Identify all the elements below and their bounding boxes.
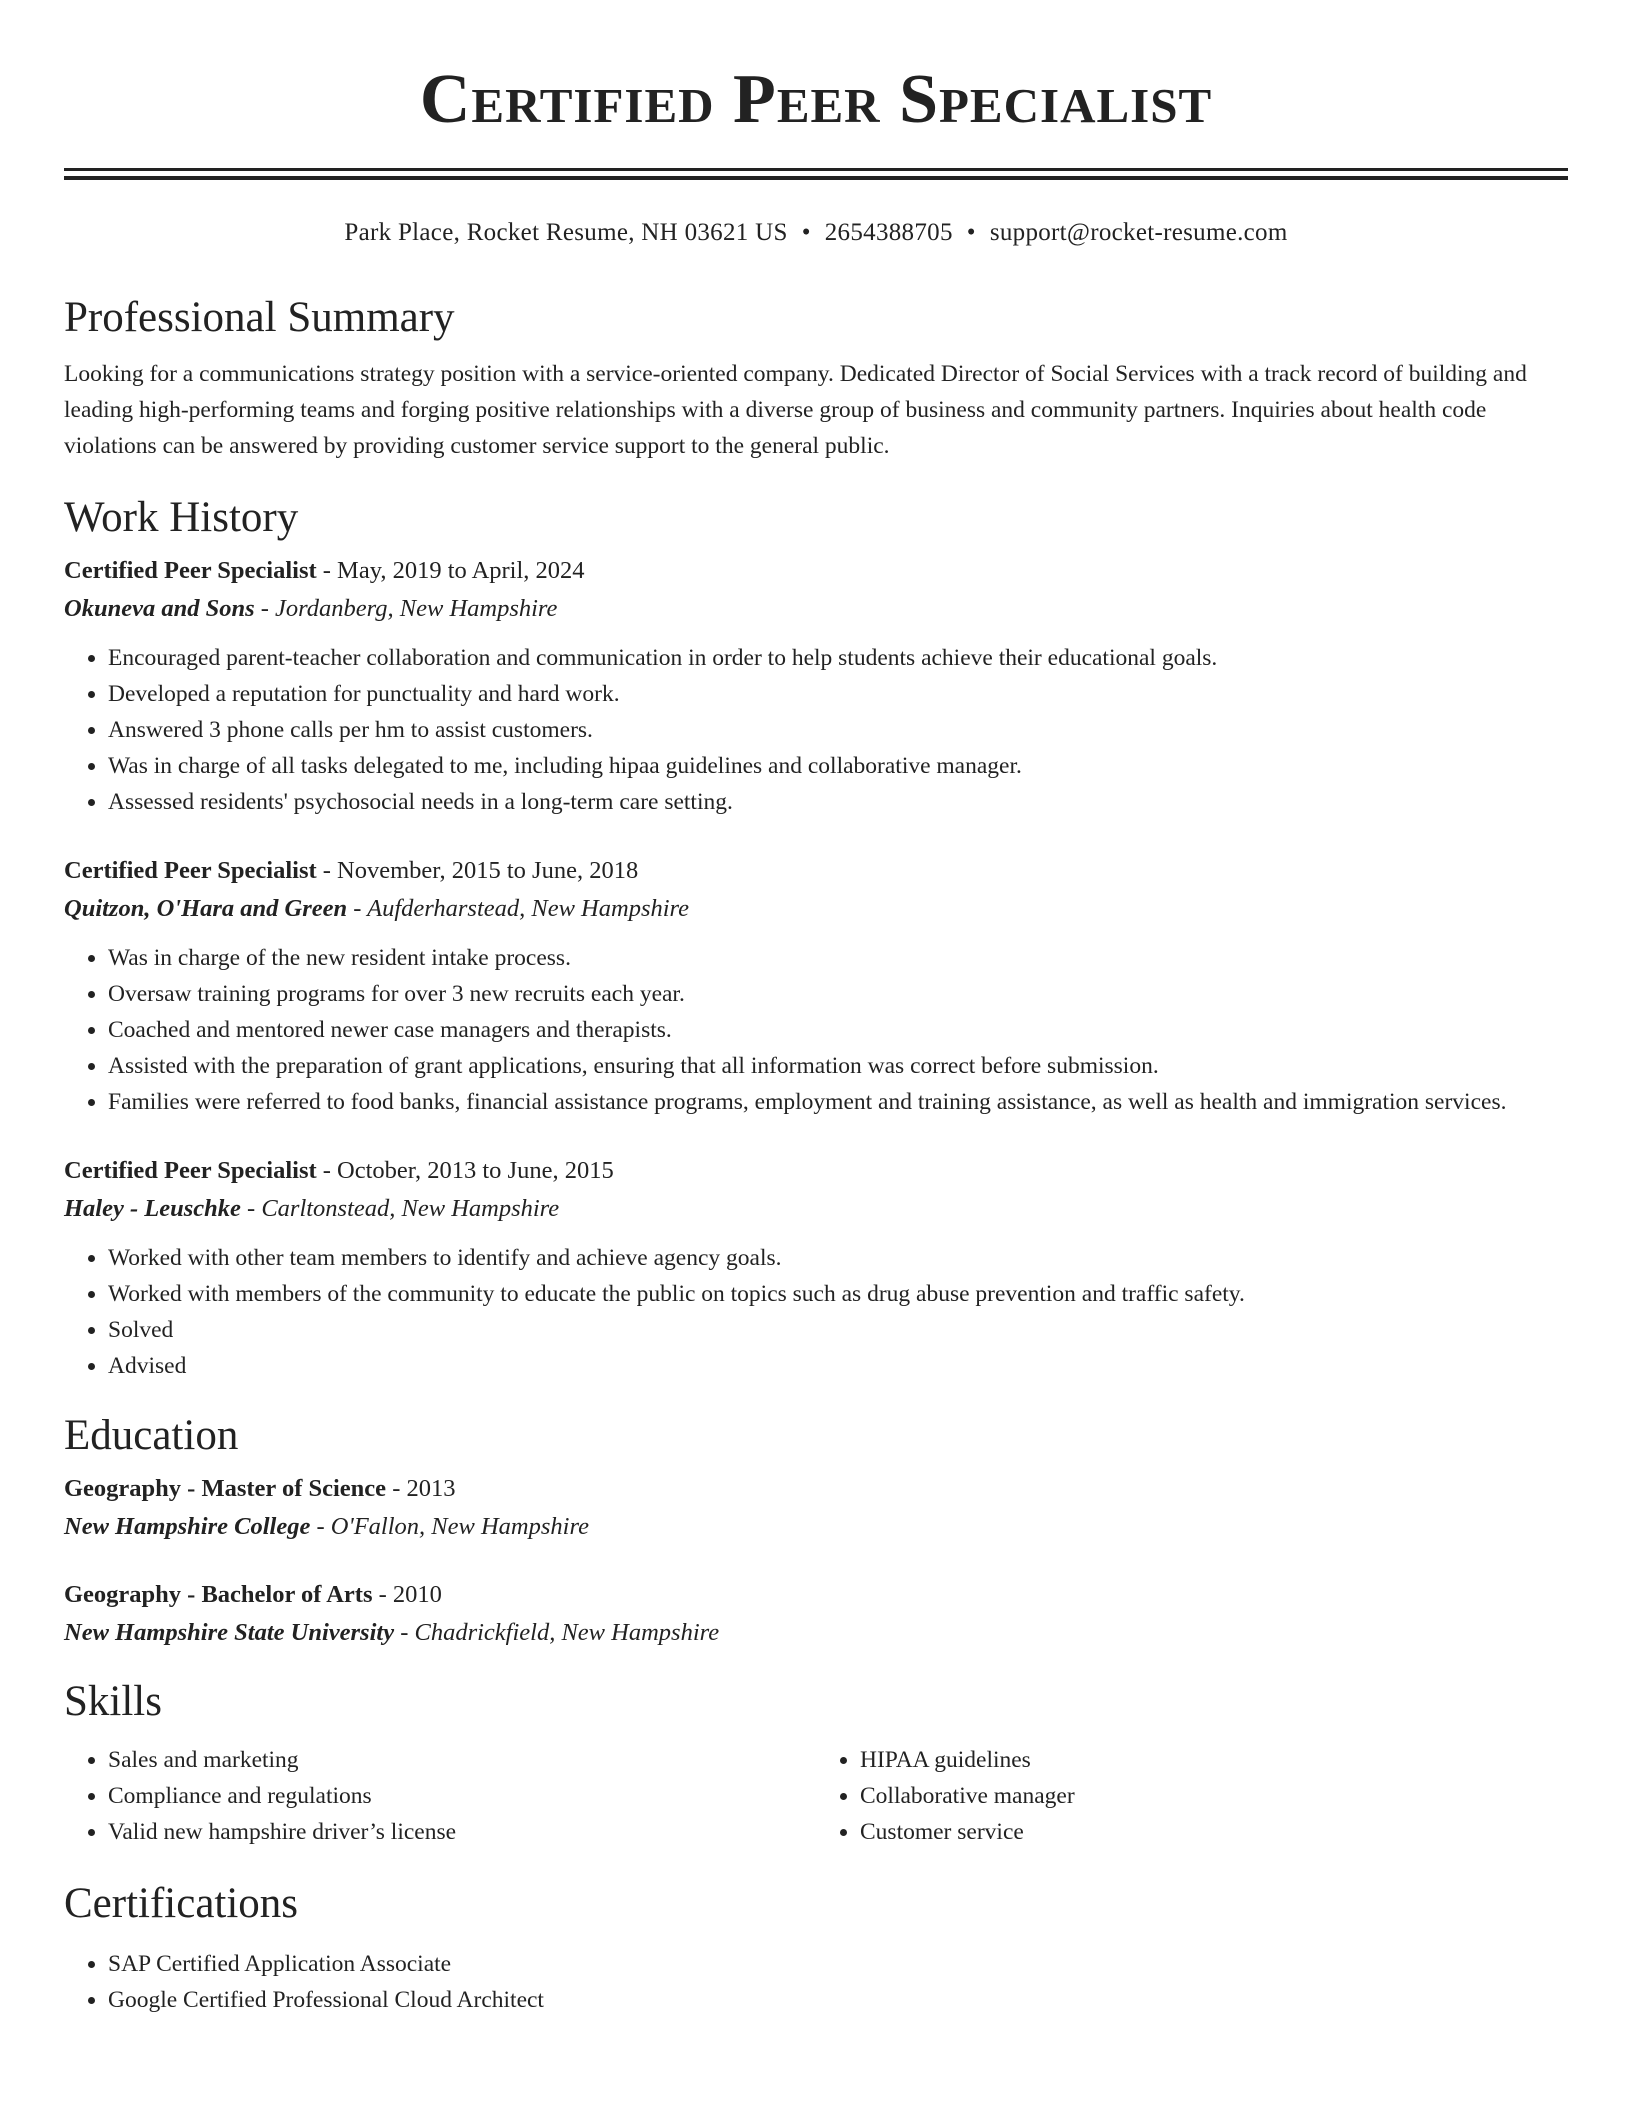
job-bullet: • Solved [108, 1312, 1568, 1348]
job-bullet: • Advised [108, 1348, 1568, 1384]
education-school-line [64, 1508, 1568, 1546]
summary-text: Looking for a communications strategy position with a service-oriented company. Dedicated Director of Social Services with a track record of building and leading high-performing teams and forging positive relationships with a diverse group of business and community partners. Inquiries about health code violations can be answered by providing customer service support to the general public. [64, 361, 1527, 459]
certifications-heading: Certifications [64, 1880, 299, 1927]
skill-item: • Valid new hampshire driver’s license [108, 1814, 816, 1850]
job-dates: - May, 2019 to April, 2024 [316, 557, 585, 584]
contact-phone: 2654388705 [824, 219, 953, 246]
job-location: - Aufderharstead, New Hampshire [347, 895, 690, 922]
job-title-line [64, 1152, 1568, 1190]
job-location: - Carltonstead, New Hampshire [240, 1195, 560, 1222]
education-school: New Hampshire College [64, 1513, 311, 1540]
contact-address: Park Place, Rocket Resume, NH 03621 US [344, 219, 788, 246]
education-degree-line [64, 1470, 1568, 1508]
job-bullet: • Answered 3 phone calls per hm to assist customers. [108, 712, 1568, 748]
skill-item: • Customer service [860, 1814, 1568, 1850]
title-divider-top [64, 168, 1568, 171]
work-history-heading: Work History [64, 494, 299, 541]
job-bullet: • Worked with other team members to identify and achieve agency goals. [108, 1240, 1568, 1276]
job-company: Okuneva and Sons [64, 595, 255, 622]
contact-separator: • [966, 219, 976, 246]
job-dates: - October, 2013 to June, 2015 [316, 1157, 614, 1184]
contact-line [64, 216, 1568, 250]
job-entry [64, 1152, 1568, 1384]
skills-column-right [816, 1742, 1568, 1850]
skill-item: • Compliance and regulations [108, 1778, 816, 1814]
job-bullet: • Developed a reputation for punctuality and hard work. [108, 676, 1568, 712]
education-heading: Education [64, 1412, 239, 1459]
skills-grid [64, 1742, 1568, 1850]
job-location: - Jordanberg, New Hampshire [254, 595, 558, 622]
skills-column-left [64, 1742, 816, 1850]
education-location: - O'Fallon, New Hampshire [310, 1513, 589, 1540]
job-role: Certified Peer Specialist [64, 857, 317, 884]
job-bullet: • Was in charge of all tasks delegated to me, including hipaa guidelines and collaborative manager. [108, 748, 1568, 784]
job-dates: - November, 2015 to June, 2018 [316, 857, 639, 884]
certification-item: • Google Certified Professional Cloud Architect [108, 1982, 1568, 2018]
job-bullet: • Encouraged parent-teacher collaboration and communication in order to help students achieve their educational goals. [108, 640, 1568, 676]
job-company: Haley - Leuschke [64, 1195, 241, 1222]
job-entry [64, 852, 1568, 1120]
job-bullet: • Oversaw training programs for over 3 new recruits each year. [108, 976, 1568, 1012]
job-company: Quitzon, O'Hara and Green [64, 895, 348, 922]
education-entry [64, 1470, 1568, 1546]
job-bullets [64, 940, 1568, 1120]
education-entry [64, 1576, 1568, 1652]
skill-item: • Sales and marketing [108, 1742, 816, 1778]
certification-item: • SAP Certified Application Associate [108, 1946, 1568, 1982]
job-bullet: • Families were referred to food banks, financial assistance programs, employment and training assistance, as well as health and immigration services. [108, 1084, 1568, 1120]
title-divider-bottom [64, 176, 1568, 180]
job-bullets [64, 640, 1568, 820]
job-bullet: • Worked with members of the community to educate the public on topics such as drug abuse prevention and traffic safety. [108, 1276, 1568, 1312]
education-degree: Geography - Master of Science [64, 1475, 387, 1502]
contact-email: support@rocket-resume.com [989, 219, 1288, 246]
job-entry [64, 552, 1568, 820]
job-title-line [64, 852, 1568, 890]
certifications-list [64, 1946, 1568, 2018]
job-bullet: • Assessed residents' psychosocial needs in a long-term care setting. [108, 784, 1568, 820]
education-school: New Hampshire State University [64, 1619, 395, 1646]
contact-separator: • [801, 219, 811, 246]
skill-item: • HIPAA guidelines [860, 1742, 1568, 1778]
job-bullet: • Coached and mentored newer case managers and therapists. [108, 1012, 1568, 1048]
skills-heading: Skills [64, 1678, 162, 1725]
education-degree-line [64, 1576, 1568, 1614]
skill-item: • Collaborative manager [860, 1778, 1568, 1814]
job-company-line [64, 1190, 1568, 1228]
education-location: - Chadrickfield, New Hampshire [394, 1619, 720, 1646]
job-role: Certified Peer Specialist [64, 557, 317, 584]
education-degree: Geography - Bachelor of Arts [64, 1581, 373, 1608]
job-company-line [64, 890, 1568, 928]
resume-title: Certified Peer Specialist [419, 61, 1213, 138]
job-bullet: • Assisted with the preparation of grant applications, ensuring that all information was correct before submission. [108, 1048, 1568, 1084]
job-bullets [64, 1240, 1568, 1384]
education-year: - 2013 [386, 1475, 456, 1502]
job-bullet: • Was in charge of the new resident intake process. [108, 940, 1568, 976]
education-year: - 2010 [372, 1581, 442, 1608]
summary-heading: Professional Summary [64, 294, 455, 341]
job-title-line [64, 552, 1568, 590]
job-role: Certified Peer Specialist [64, 1157, 317, 1184]
job-company-line [64, 590, 1568, 628]
education-school-line [64, 1614, 1568, 1652]
